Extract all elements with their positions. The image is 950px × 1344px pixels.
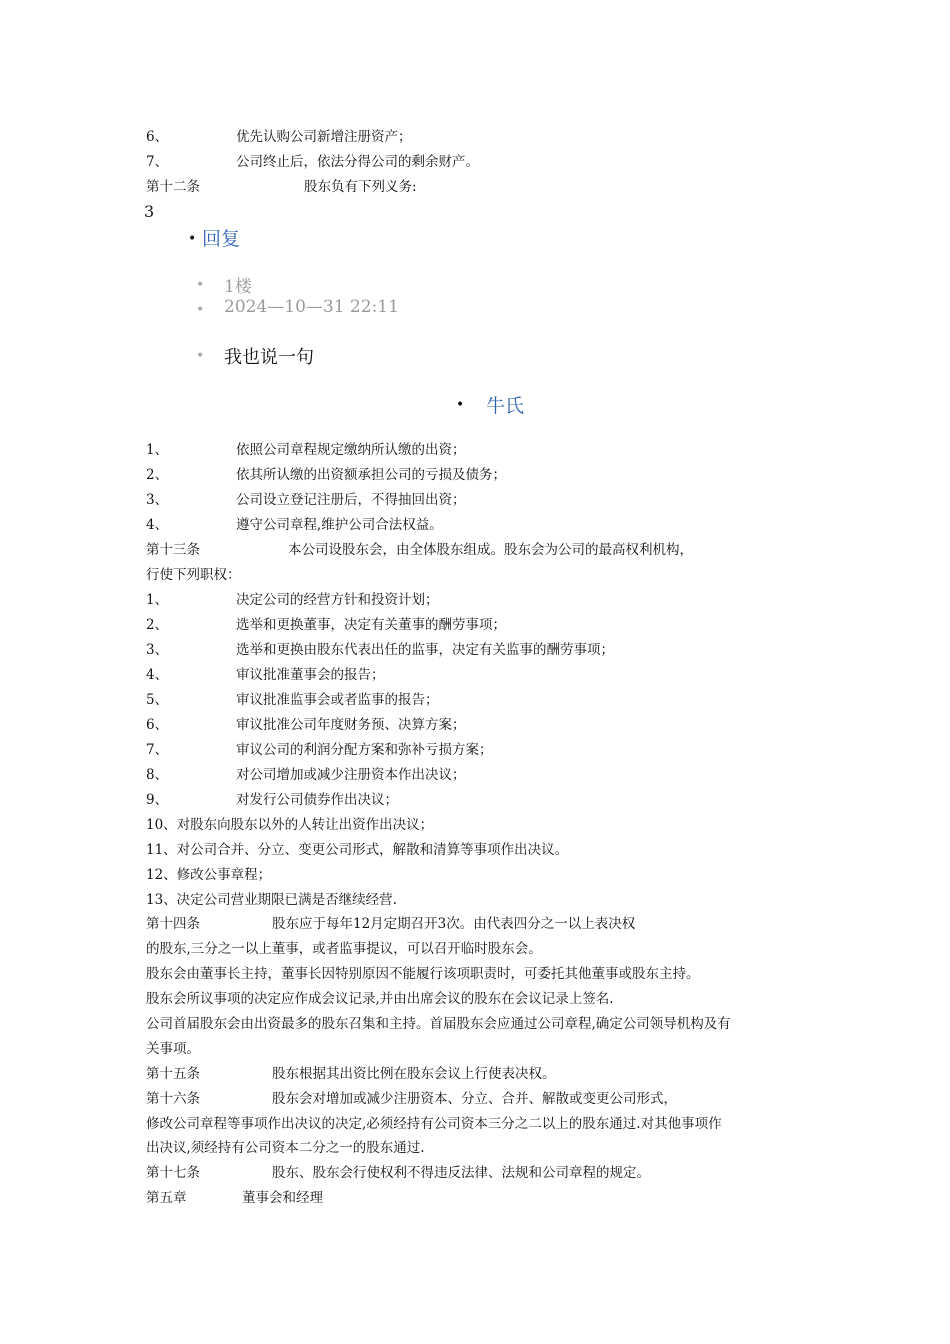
post-date: 2024—10—31 22:11	[224, 297, 399, 317]
list-item: 3、	[146, 642, 169, 658]
article-text: 股东、股东会行使权利不得违反法律、法规和公司章程的规定。	[272, 1165, 650, 1181]
list-item-text: 选举和更换董事，决定有关董事的酬劳事项；	[236, 617, 506, 633]
paragraph-line: 股东会由董事长主持，董事长因特别原因不能履行该项职责时，可委托其他董事或股东主持。	[146, 966, 700, 982]
list-item-text: 审议批准董事会的报告；	[236, 667, 385, 683]
list-item-text: 选举和更换由股东代表出任的监事，决定有关监事的酬劳事项；	[236, 642, 614, 658]
list-item-text: 对公司增加或减少注册资本作出决议；	[236, 767, 466, 783]
article-text: 股东应于每年12月定期召开3次。由代表四分之一以上表决权	[272, 916, 636, 932]
paragraph-line: 股东会所议事项的决定应作成会议记录,并由出席会议的股东在会议记录上签名.	[146, 991, 614, 1007]
article-number: 第十六条	[146, 1091, 200, 1107]
list-item: 4、	[146, 517, 169, 533]
article-continuation: 行使下列职权：	[146, 567, 241, 583]
article-text: 股东负有下列义务:	[304, 179, 417, 195]
bullet-icon: •	[196, 348, 205, 364]
list-item: 6、	[146, 717, 169, 733]
list-item: 6、	[146, 129, 169, 145]
paragraph-line: 修改公司章程等事项作出决议的决定,必须经持有公司资本三分之二以上的股东通过.对其他事项作	[146, 1116, 722, 1132]
comment-prompt-button[interactable]: 我也说一句	[224, 347, 314, 368]
paragraph-line: 的股东,三分之一以上董事，或者监事提议，可以召开临时股东会。	[146, 941, 542, 957]
paragraph-line: 出决议,须经持有公司资本二分之一的股东通过.	[146, 1140, 425, 1156]
list-item: 7、	[146, 154, 169, 170]
article-text: 股东会对增加或减少注册资本、分立、合并、解散或变更公司形式，	[272, 1091, 677, 1107]
list-item: 11、对公司合并、分立、变更公司形式，解散和清算等事项作出决议。	[146, 842, 569, 858]
list-item: 8、	[146, 767, 169, 783]
chapter-number: 第五章	[146, 1190, 187, 1206]
bullet-icon: •	[196, 302, 205, 318]
paragraph-line: 公司首届股东会由出资最多的股东召集和主持。首届股东会应通过公司章程,确定公司领导机构及有	[146, 1016, 731, 1032]
list-item: 3、	[146, 492, 169, 508]
article-number: 第十五条	[146, 1066, 200, 1082]
list-item: 10、对股东向股东以外的人转让出资作出决议；	[146, 817, 434, 833]
list-item-text: 审议批准公司年度财务预、决算方案；	[236, 717, 466, 733]
list-item-text: 公司设立登记注册后，不得抽回出资；	[236, 492, 466, 508]
floor-label: 1楼	[224, 277, 252, 297]
list-item: 12、修改公事章程；	[146, 867, 272, 883]
list-item-text: 遵守公司章程,维护公司合法权益。	[236, 517, 443, 533]
list-item-text: 依照公司章程规定缴纳所认缴的出资；	[236, 442, 466, 458]
article-number: 第十七条	[146, 1165, 200, 1181]
list-item: 7、	[146, 742, 169, 758]
article-number: 第十四条	[146, 916, 200, 932]
article-text: 股东根据其出资比例在股东会议上行使表决权。	[272, 1066, 556, 1082]
bullet-icon: •	[196, 277, 205, 293]
list-item: 13、决定公司营业期限已满是否继续经营.	[146, 892, 397, 908]
article-number: 第十三条	[146, 542, 200, 558]
bullet-icon: •	[188, 231, 197, 247]
reply-link[interactable]: 回复	[202, 228, 241, 250]
list-item: 1、	[146, 592, 169, 608]
list-item: 1、	[146, 442, 169, 458]
list-item-text: 对发行公司债券作出决议；	[236, 792, 398, 808]
list-item-text: 优先认购公司新增注册资产；	[236, 129, 412, 145]
list-item: 5、	[146, 692, 169, 708]
list-item: 2、	[146, 467, 169, 483]
article-number: 第十二条	[146, 179, 200, 195]
article-text: 本公司设股东会，由全体股东组成。股东会为公司的最高权利机构，	[288, 542, 693, 558]
chapter-title: 董事会和经理	[242, 1190, 323, 1206]
list-item-text: 审议公司的利润分配方案和弥补亏损方案；	[236, 742, 493, 758]
bullet-icon: •	[456, 397, 465, 413]
paragraph-line: 关事项。	[146, 1041, 200, 1057]
page-number: 3	[144, 202, 155, 221]
list-item-text: 审议批准监事会或者监事的报告；	[236, 692, 439, 708]
list-item: 2、	[146, 617, 169, 633]
list-item: 4、	[146, 667, 169, 683]
list-item-text: 公司终止后，依法分得公司的剩余财产。	[236, 154, 479, 170]
list-item: 9、	[146, 792, 169, 808]
list-item-text: 依其所认缴的出资额承担公司的亏损及债务；	[236, 467, 506, 483]
author-link[interactable]: 牛氏	[486, 395, 525, 417]
list-item-text: 决定公司的经营方针和投资计划；	[236, 592, 439, 608]
